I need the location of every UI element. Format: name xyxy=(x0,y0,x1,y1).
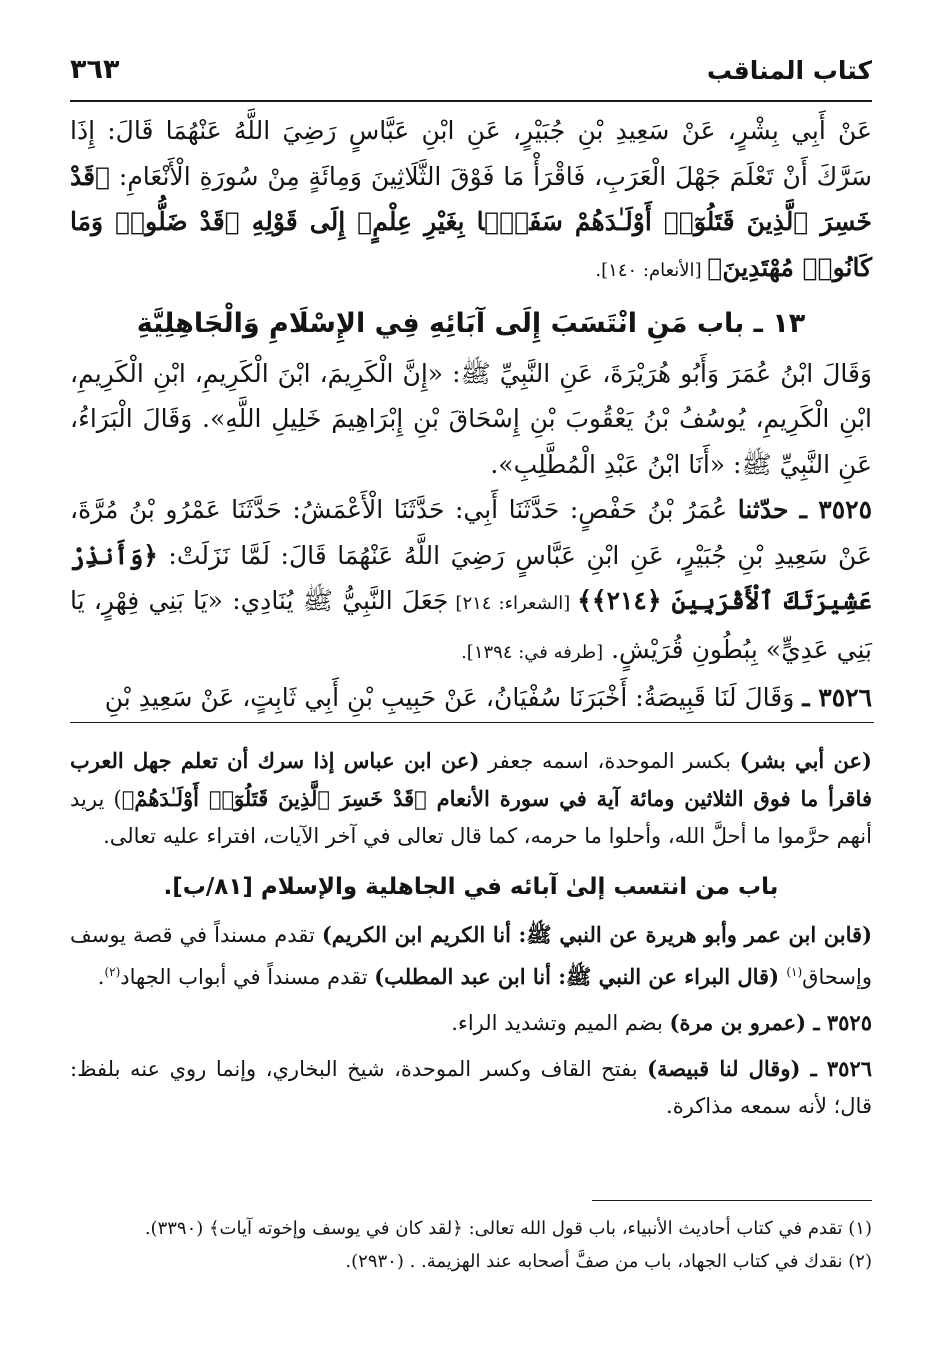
verse-reference: [الأنعام: ١٤٠]. xyxy=(595,259,708,281)
quran-quote: ﴿قَدْ خَسِرَ ٱلَّذِينَ قَتَلُوٓا۟ أَوْلَـٰدَهُمْ سَفَهًۢا بِغَيْرِ عِلْمٍ﴾ إِلَى قَوْلِهِ ﴿قَدْ ضَلُّوا۟ وَمَا كَانُوا۟ مُهْتَدِينَ﴾ xyxy=(70,161,872,282)
header-rule xyxy=(70,100,872,102)
verse-reference: [الشعراء: ٢١٤] xyxy=(448,593,578,614)
page-number: ٣٦٣ xyxy=(70,54,120,85)
quoted-lemma: ٣٥٢٥ ـ (عمرو بن مرة) xyxy=(669,1010,872,1035)
footnote-marker[interactable]: (٢) xyxy=(104,965,121,979)
hadith-text-continued: جَعَلَ النَّبِيُّ ﷺ يُنَادِي: «يَا بَنِي فِهْرٍ، يَا بَنِي عَدِيٍّ» بِبُطُونِ قُرَيْشٍ. xyxy=(70,586,872,664)
hadith-3525 xyxy=(70,487,872,675)
quoted-lemma: ٣٥٢٦ ـ (وقال لنا قبيصة) xyxy=(647,1056,873,1081)
commentary-paragraph-4 xyxy=(70,1050,872,1125)
main-paragraph-2: وَقَالَ ابْنُ عُمَرَ وَأَبُو هُرَيْرَةَ، عَنِ النَّبِيِّ ﷺ: «إِنَّ الْكَرِيمَ، ابْنَ الْكَرِيمِ، ابْنِ الْكَرِيمِ، ابْنِ الْكَرِيمِ، يُوسُفُ بْنُ يَعْقُوبَ بْنِ إِسْحَاقَ بْنِ إِبْرَاهِيمَ خَلِيلِ اللَّهِ». وَقَالَ الْبَرَاءُ، عَنِ النَّبِيِّ ﷺ: «أَنَا ابْنُ عَبْدِ الْمُطَّلِبِ». xyxy=(70,358,872,479)
commentary-text-span: بكسر الموحدة، اسمه جعفر xyxy=(479,749,740,773)
hadith-text: عُمَرُ بْنُ حَفْصٍ: حَدَّثَنَا أَبِي: حَدَّثَنَا الْأَعْمَشُ: حَدَّثَنَا عَمْرُو بْنُ مُرَّةَ، عَنْ سَعِيدِ بْنِ جُبَيْرٍ، عَنِ ابْنِ عَبَّاسٍ رَضِيَ اللَّهُ عَنْهُمَا قَالَ: لَمَّا نَزَلَتْ: xyxy=(70,495,872,570)
running-title: كتاب المناقب xyxy=(706,56,872,85)
hadith-text: وَقَالَ لَنَا قَبِيصَةُ: أَخْبَرَنَا سُفْيَانُ، عَنْ حَبِيبِ بْنِ أَبِي ثَابِتٍ، عَنْ سَعِيدِ بْنِ xyxy=(104,683,803,712)
quran-quote: ﴿وَأَنذِرْ عَشِيرَتَكَ ٱلْأَقْرَبِينَ ﴿٢١٤﴾﴾ xyxy=(70,540,872,615)
tarf-reference: [طرفه في: ١٣٩٤]. xyxy=(461,641,604,663)
commentary-paragraph-3 xyxy=(70,1004,872,1042)
hadith-number: ٣٥٢٦ ـ xyxy=(802,683,872,712)
commentary-text xyxy=(70,742,872,1133)
main-text xyxy=(70,108,872,721)
commentary-text-span: . xyxy=(97,965,105,989)
quoted-lemma: (قابن ابن عمر وأبو هريرة عن النبي ﷺ: أنا الكريم ابن الكريم) xyxy=(321,922,873,947)
commentary-paragraph-1 xyxy=(70,742,872,855)
quran-quote: ﴿قَدْ خَسِرَ ٱلَّذِينَ قَتَلُوٓا۟ أَوْلَـٰدَهُمْ﴾ xyxy=(121,786,437,811)
quoted-lemma: (عن أبي بشر) xyxy=(739,748,872,773)
commentary-text-span: تقدم مسنداً في قصة يوسف وإسحاق xyxy=(70,923,872,989)
section-divider xyxy=(70,722,874,723)
para1-text: عَنْ أَبِي بِشْرٍ، عَنْ سَعِيدِ بْنِ جُبَيْرٍ، عَنِ ابْنِ عَبَّاسٍ رَضِيَ اللَّهُ عَنْهُمَا قَالَ: إِذَا سَرَّكَ أَنْ تَعْلَمَ جَهْلَ الْعَرَبِ، فَاقْرَأْ مَا فَوْقَ الثَّلَاثِينَ وَمِائَةٍ مِنْ سُورَةِ الْأَنْعَامِ: xyxy=(70,116,872,191)
page-header xyxy=(70,50,872,96)
footnote-marker[interactable]: (١) xyxy=(786,965,803,979)
commentary-text-span: تقدم مسنداً في أبواب الجهاد xyxy=(120,965,375,989)
footnotes xyxy=(70,1212,872,1278)
hadith-number: ٣٥٢٥ ـ حدّثنا xyxy=(737,495,872,524)
commentary-heading: باب من انتسب إلىٰ آبائه في الجاهلية والإسلام [٨١/ب]. xyxy=(163,874,779,900)
footnote-divider xyxy=(592,1200,872,1201)
chapter-heading: ١٣ ـ باب مَنِ انْتَسَبَ إِلَى آبَائِهِ فِي الإِسْلَامِ وَالْجَاهِلِيَّةِ xyxy=(136,308,806,339)
quoted-lemma: (عن ابن عباس إذا سرك أن تعلم جهل العرب فاقرأ ما فوق الثلاثين ومائة آية في سورة الأنعام xyxy=(70,748,872,811)
commentary-paragraph-2 xyxy=(70,916,872,996)
commentary-text-span: بضم الميم وتشديد الراء. xyxy=(451,1011,670,1035)
footnote-2: (٢) نقدك في كتاب الجهاد، باب من صفَّ أصحابه عند الهزيمة. . (٢٩٣٠). xyxy=(345,1251,872,1272)
quoted-lemma: (قال البراء عن النبي ﷺ: أنا ابن عبد المطلب) xyxy=(374,964,787,989)
hadith-3526 xyxy=(70,675,872,721)
commentary-text-span: بفتح القاف وكسر الموحدة، شيخ البخاري، وإنما روي عنه بلفظ: قال؛ لأنه سمعه مذاكرة. xyxy=(70,1057,872,1118)
main-paragraph-1 xyxy=(70,108,872,293)
commentary-text-span: ) يريد أنهم حرَّموا ما أحلَّ الله، وأحلوا ما حرمه، كما قال تعالى في آخر الآيات، افتراء عليه تعالى. xyxy=(70,787,872,848)
footnote-1: (١) تقدم في كتاب أحاديث الأنبياء، باب قول الله تعالى: ﴿لقد كان في يوسف وإخوته آيات﴾ (٣٣٩٠). xyxy=(144,1218,872,1239)
